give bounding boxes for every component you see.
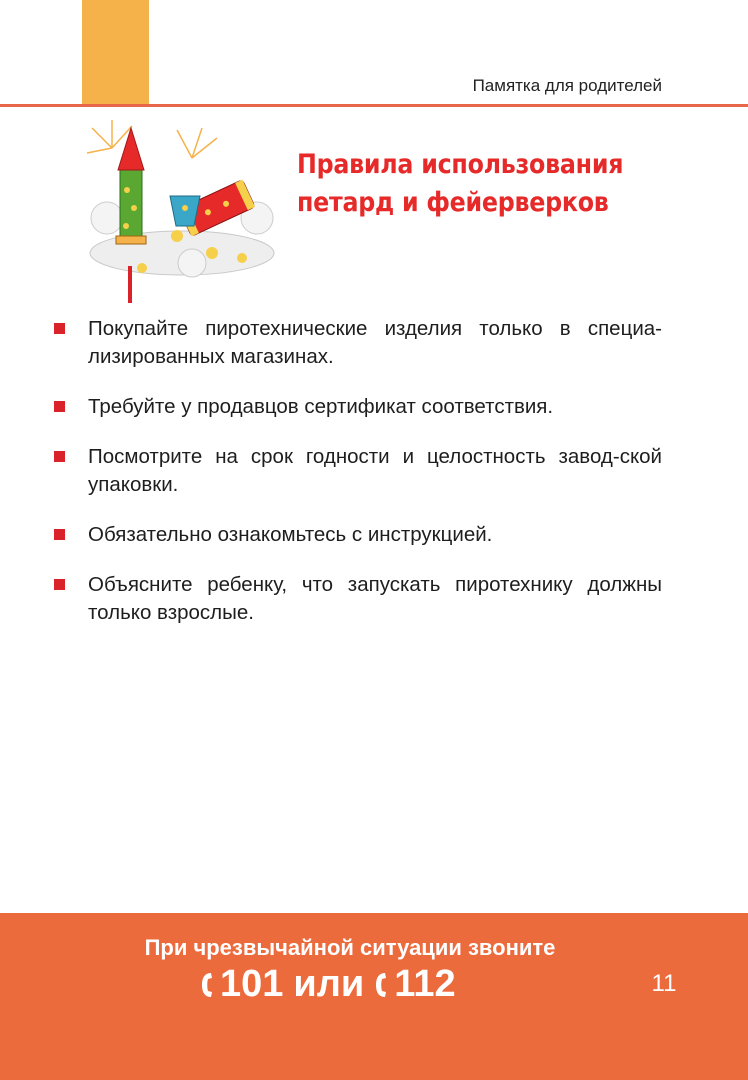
rule-text: Посмотрите на срок годности и целостность завод-ской упаковки. bbox=[88, 445, 662, 496]
phone-number-101: 101 bbox=[220, 963, 284, 1005]
phone-icon bbox=[200, 971, 214, 999]
bullet-square-icon bbox=[54, 579, 65, 590]
list-item bbox=[50, 315, 662, 371]
list-item bbox=[50, 393, 662, 421]
bullet-square-icon bbox=[54, 323, 65, 334]
rule-text: Требуйте у продавцов сертификат соответствия. bbox=[88, 395, 554, 418]
emergency-phones bbox=[200, 963, 456, 1006]
rule-text: Обязательно ознакомьтесь с инструкцией. bbox=[88, 523, 493, 546]
emergency-footer bbox=[0, 913, 748, 1080]
orange-side-strip bbox=[82, 0, 149, 106]
rule-text: Покупайте пиротехнические изделия только в специа-лизированных магазинах. bbox=[88, 317, 662, 368]
page-title bbox=[297, 146, 675, 222]
bullet-square-icon bbox=[54, 401, 65, 412]
list-item bbox=[50, 571, 662, 627]
phone-number-112: 112 bbox=[394, 963, 456, 1005]
title-line-2: петард и фейерверков bbox=[297, 187, 609, 218]
rules-list bbox=[50, 315, 662, 649]
fireworks-illustration bbox=[82, 118, 282, 303]
list-item bbox=[50, 443, 662, 499]
rule-text: Объясните ребенку, что запускать пиротехнику должны только взрослые. bbox=[88, 573, 662, 624]
emergency-text: При чрезвычайной ситуации звоните bbox=[144, 935, 556, 960]
bullet-square-icon bbox=[54, 451, 65, 462]
header-label: Памятка для родителей bbox=[472, 76, 662, 95]
page-number: 11 bbox=[651, 970, 677, 997]
phone-icon bbox=[374, 971, 388, 999]
phone-separator: или bbox=[293, 963, 365, 1005]
title-line-1: Правила использования bbox=[297, 149, 624, 180]
bullet-square-icon bbox=[54, 529, 65, 540]
rocket-icon bbox=[116, 128, 146, 303]
sparkle-rays bbox=[87, 120, 217, 158]
header-divider bbox=[0, 104, 748, 107]
list-item bbox=[50, 521, 662, 549]
